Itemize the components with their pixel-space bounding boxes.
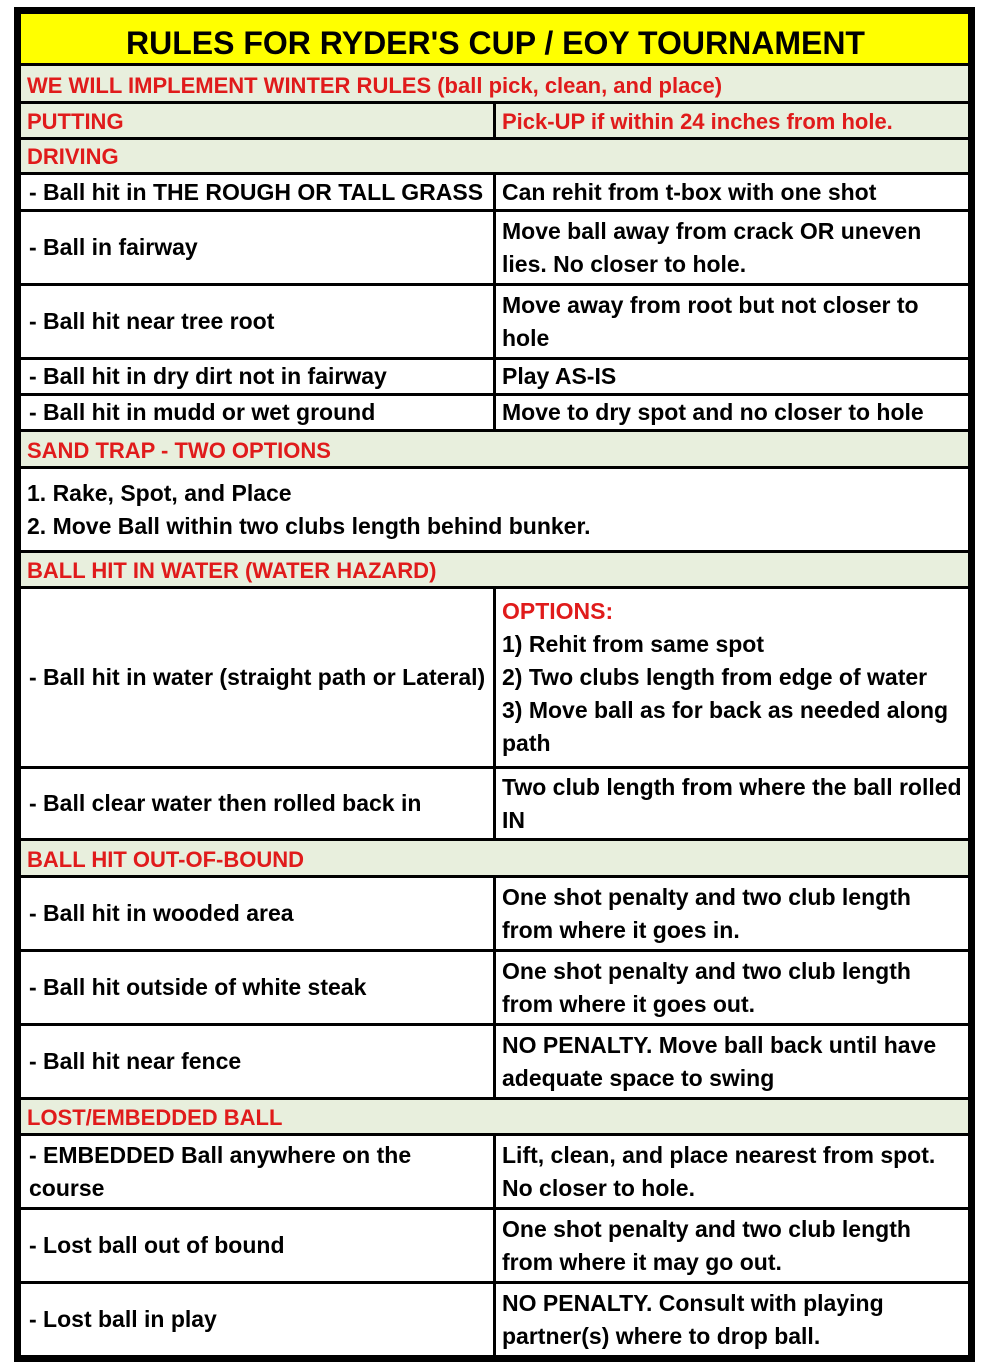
table-row — [20, 951, 970, 1025]
situation-cell: - Ball hit near fence — [20, 1025, 495, 1099]
driving-header-row — [20, 139, 970, 174]
situation-cell: - Ball hit in THE ROUGH OR TALL GRASS — [20, 174, 495, 211]
rule-cell: Move away from root but not closer to hole — [495, 285, 970, 359]
table-row — [20, 174, 970, 211]
winter-rules-row — [20, 65, 970, 103]
situation-cell: - Ball hit near tree root — [20, 285, 495, 359]
table-row — [20, 588, 970, 768]
rule-cell: Lift, clean, and place nearest from spot. No closer to hole. — [495, 1135, 970, 1209]
rule-cell: Can rehit from t-box with one shot — [495, 174, 970, 211]
situation-cell: - Ball in fairway — [20, 211, 495, 285]
table-row — [20, 1209, 970, 1283]
water-option: 2) Two clubs length from edge of water — [502, 664, 928, 690]
sand-trap-option: 1. Rake, Spot, and Place — [27, 479, 292, 506]
sand-trap-option: 2. Move Ball within two clubs length behind bunker. — [27, 512, 591, 539]
table-row — [20, 359, 970, 395]
rule-cell: One shot penalty and two club length from where it goes in. — [495, 877, 970, 951]
rule-cell: One shot penalty and two club length from where it may go out. — [495, 1209, 970, 1283]
rule-cell: NO PENALTY. Move ball back until have adequate space to swing — [495, 1025, 970, 1099]
rule-cell: Two club length from where the ball rolled IN — [495, 768, 970, 840]
section-header-out-of-bound: BALL HIT OUT-OF-BOUND — [20, 840, 970, 877]
situation-cell: - Ball clear water then rolled back in — [20, 768, 495, 840]
situation-cell: - Ball hit in wooded area — [20, 877, 495, 951]
situation-cell: - Ball hit in dry dirt not in fairway — [20, 359, 495, 395]
water-option: 1) Rehit from same spot — [502, 631, 764, 657]
table-row — [20, 211, 970, 285]
situation-cell: - Ball hit in water (straight path or Lateral) — [20, 588, 495, 768]
situation-cell: - Ball hit in mudd or wet ground — [20, 395, 495, 431]
situation-cell: - Ball hit outside of white steak — [20, 951, 495, 1025]
lost-header-row — [20, 1099, 970, 1135]
situation-cell: - EMBEDDED Ball anywhere on the course — [20, 1135, 495, 1209]
rules-sheet — [14, 7, 975, 1362]
section-header-sand-trap: SAND TRAP - TWO OPTIONS — [20, 431, 970, 468]
sand-trap-options — [20, 468, 970, 552]
rule-cell: NO PENALTY. Consult with playing partner(s) where to drop ball. — [495, 1283, 970, 1357]
rule-cell: Move ball away from crack OR uneven lies. No closer to hole. — [495, 211, 970, 285]
page-title: RULES FOR RYDER'S CUP / EOY TOURNAMENT — [20, 13, 970, 65]
out-of-bound-header-row — [20, 840, 970, 877]
rules-table — [18, 11, 971, 1358]
section-header-water: BALL HIT IN WATER (WATER HAZARD) — [20, 552, 970, 588]
rule-cell: Move to dry spot and no closer to hole — [495, 395, 970, 431]
water-header-row — [20, 552, 970, 588]
putting-rule: Pick-UP if within 24 inches from hole. — [495, 103, 970, 139]
table-row — [20, 877, 970, 951]
table-row — [20, 285, 970, 359]
rule-cell — [495, 588, 970, 768]
rule-cell: One shot penalty and two club length from where it goes out. — [495, 951, 970, 1025]
section-header-lost-embedded: LOST/EMBEDDED BALL — [20, 1099, 970, 1135]
options-label: OPTIONS: — [502, 598, 614, 624]
water-option: 3) Move ball as for back as needed along path — [502, 697, 949, 756]
putting-row — [20, 103, 970, 139]
sand-trap-header-row — [20, 431, 970, 468]
table-row — [20, 395, 970, 431]
title-row — [20, 13, 970, 65]
putting-label: PUTTING — [20, 103, 495, 139]
winter-rules-note: WE WILL IMPLEMENT WINTER RULES (ball pick, clean, and place) — [20, 65, 970, 103]
rule-cell: Play AS-IS — [495, 359, 970, 395]
section-header-driving: DRIVING — [20, 139, 970, 174]
sand-trap-options-row — [20, 468, 970, 552]
situation-cell: - Lost ball in play — [20, 1283, 495, 1357]
table-row — [20, 768, 970, 840]
table-row — [20, 1025, 970, 1099]
table-row — [20, 1283, 970, 1357]
situation-cell: - Lost ball out of bound — [20, 1209, 495, 1283]
table-row — [20, 1135, 970, 1209]
